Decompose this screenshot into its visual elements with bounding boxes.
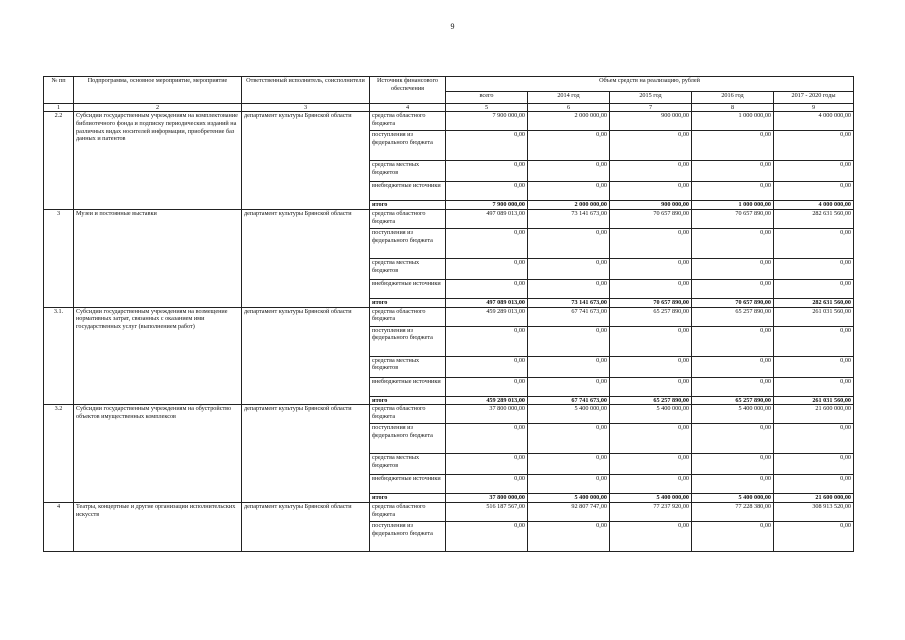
amount-cell: 5 400 000,00 <box>528 494 610 503</box>
program-name: Музеи и постоянные выставки <box>74 209 242 307</box>
amount-cell: 2 000 000,00 <box>528 201 610 210</box>
amount-cell: 0,00 <box>446 326 528 356</box>
amount-cell: 282 631 560,00 <box>774 298 854 307</box>
col-number: 7 <box>610 104 692 112</box>
amount-cell: 0,00 <box>774 377 854 396</box>
amount-cell: 308 913 520,00 <box>774 503 854 522</box>
amount-cell: 0,00 <box>692 356 774 377</box>
header-year-2015: 2015 год <box>610 92 692 104</box>
amount-cell: 70 657 890,00 <box>692 209 774 228</box>
amount-cell: 0,00 <box>610 424 692 454</box>
amount-cell: 1 000 000,00 <box>692 201 774 210</box>
amount-cell: 0,00 <box>610 131 692 161</box>
amount-cell: 0,00 <box>610 228 692 258</box>
funding-source: средства областного бюджета <box>370 307 446 326</box>
amount-cell: 67 741 673,00 <box>528 307 610 326</box>
amount-cell: 0,00 <box>528 258 610 279</box>
header-year-2016: 2016 год <box>692 92 774 104</box>
amount-cell: 0,00 <box>692 131 774 161</box>
executor: департамент культуры Брянской области <box>242 307 370 405</box>
amount-cell: 0,00 <box>446 279 528 298</box>
amount-cell: 0,00 <box>610 377 692 396</box>
amount-cell: 0,00 <box>774 258 854 279</box>
amount-cell: 261 031 560,00 <box>774 396 854 405</box>
funding-source: итого <box>370 494 446 503</box>
funding-source: итого <box>370 298 446 307</box>
amount-cell: 0,00 <box>610 161 692 182</box>
amount-cell: 65 257 890,00 <box>610 396 692 405</box>
amount-cell: 0,00 <box>774 228 854 258</box>
header-year-2017-2020: 2017 - 2020 годы <box>774 92 854 104</box>
executor: департамент культуры Брянской области <box>242 405 370 503</box>
amount-cell: 497 089 013,00 <box>446 209 528 228</box>
col-number: 6 <box>528 104 610 112</box>
amount-cell: 5 400 000,00 <box>528 405 610 424</box>
amount-cell: 0,00 <box>692 228 774 258</box>
amount-cell: 0,00 <box>446 475 528 494</box>
table-row <box>44 503 854 522</box>
funding-source: средства местных бюджетов <box>370 161 446 182</box>
funding-source: внебюджетные источники <box>370 182 446 201</box>
amount-cell: 70 657 890,00 <box>610 209 692 228</box>
amount-cell: 5 400 000,00 <box>692 405 774 424</box>
amount-cell: 0,00 <box>774 326 854 356</box>
header-volume: Объем средств на реализацию, рублей <box>446 77 854 92</box>
amount-cell: 0,00 <box>774 279 854 298</box>
executor: департамент культуры Брянской области <box>242 209 370 307</box>
amount-cell: 0,00 <box>528 475 610 494</box>
header-no: № пп <box>44 77 74 104</box>
header-program: Подпрограмма, основное мероприятие, мероприятие <box>74 77 242 104</box>
amount-cell: 5 400 000,00 <box>610 494 692 503</box>
amount-cell: 0,00 <box>610 279 692 298</box>
amount-cell: 0,00 <box>692 377 774 396</box>
amount-cell: 67 741 673,00 <box>528 396 610 405</box>
program-name: Субсидии государственным учреждениям на комплектование библиотечного фонда и подписку периодических изданий на различных видах носителей информации, приобретение баз данных и патентов <box>74 112 242 210</box>
amount-cell: 0,00 <box>774 161 854 182</box>
amount-cell: 282 631 560,00 <box>774 209 854 228</box>
column-numbers-row <box>44 104 854 112</box>
program-name: Театры, концертные и другие организации исполнительских искусств <box>74 503 242 552</box>
funding-source: средства областного бюджета <box>370 405 446 424</box>
col-number: 9 <box>774 104 854 112</box>
amount-cell: 0,00 <box>528 356 610 377</box>
amount-cell: 0,00 <box>610 356 692 377</box>
funding-source: внебюджетные источники <box>370 475 446 494</box>
amount-cell: 497 089 013,00 <box>446 298 528 307</box>
funding-source: средства областного бюджета <box>370 503 446 522</box>
col-number: 2 <box>74 104 242 112</box>
amount-cell: 73 141 673,00 <box>528 298 610 307</box>
amount-cell: 0,00 <box>528 228 610 258</box>
funding-source: внебюджетные источники <box>370 377 446 396</box>
amount-cell: 0,00 <box>774 424 854 454</box>
amount-cell: 0,00 <box>610 326 692 356</box>
amount-cell: 92 807 747,00 <box>528 503 610 522</box>
item-number: 4 <box>44 503 74 552</box>
amount-cell: 65 257 890,00 <box>610 307 692 326</box>
funding-source: средства местных бюджетов <box>370 454 446 475</box>
amount-cell: 21 600 000,00 <box>774 494 854 503</box>
amount-cell: 0,00 <box>692 454 774 475</box>
amount-cell: 0,00 <box>610 454 692 475</box>
amount-cell: 0,00 <box>610 258 692 279</box>
funding-source: поступления из федерального бюджета <box>370 326 446 356</box>
amount-cell: 4 000 000,00 <box>774 201 854 210</box>
program-name: Субсидии государственным учреждениям на возмещение нормативных затрат, связанных с оказанием ими государственных услуг (выполнением работ) <box>74 307 242 405</box>
col-number: 8 <box>692 104 774 112</box>
amount-cell: 0,00 <box>446 182 528 201</box>
amount-cell: 459 289 013,00 <box>446 396 528 405</box>
amount-cell: 0,00 <box>528 131 610 161</box>
header-source: Источник финансового обеспечения <box>370 77 446 104</box>
funding-source: поступления из федерального бюджета <box>370 522 446 552</box>
amount-cell: 0,00 <box>692 161 774 182</box>
funding-source: средства местных бюджетов <box>370 258 446 279</box>
funding-source: средства областного бюджета <box>370 112 446 131</box>
amount-cell: 5 400 000,00 <box>610 405 692 424</box>
amount-cell: 0,00 <box>774 182 854 201</box>
funding-source: поступления из федерального бюджета <box>370 131 446 161</box>
amount-cell: 0,00 <box>528 377 610 396</box>
col-number: 4 <box>370 104 446 112</box>
amount-cell: 0,00 <box>528 522 610 552</box>
amount-cell: 0,00 <box>692 182 774 201</box>
header-executor: Ответственный исполнитель, соисполнители <box>242 77 370 104</box>
col-number: 1 <box>44 104 74 112</box>
funding-source: итого <box>370 396 446 405</box>
amount-cell: 37 800 000,00 <box>446 494 528 503</box>
funding-source: средства областного бюджета <box>370 209 446 228</box>
amount-cell: 7 900 000,00 <box>446 201 528 210</box>
header-year-total: всего <box>446 92 528 104</box>
amount-cell: 900 000,00 <box>610 201 692 210</box>
table-row <box>44 405 854 424</box>
amount-cell: 77 237 920,00 <box>610 503 692 522</box>
amount-cell: 65 257 890,00 <box>692 396 774 405</box>
amount-cell: 0,00 <box>610 475 692 494</box>
table-row <box>44 112 854 131</box>
amount-cell: 2 000 000,00 <box>528 112 610 131</box>
amount-cell: 261 031 560,00 <box>774 307 854 326</box>
table-row <box>44 209 854 228</box>
amount-cell: 5 400 000,00 <box>692 494 774 503</box>
amount-cell: 0,00 <box>610 522 692 552</box>
amount-cell: 70 657 890,00 <box>692 298 774 307</box>
amount-cell: 0,00 <box>774 522 854 552</box>
amount-cell: 0,00 <box>692 258 774 279</box>
item-number: 2.2 <box>44 112 74 210</box>
amount-cell: 0,00 <box>446 356 528 377</box>
item-number: 3.2 <box>44 405 74 503</box>
amount-cell: 77 228 380,00 <box>692 503 774 522</box>
executor: департамент культуры Брянской области <box>242 112 370 210</box>
amount-cell: 0,00 <box>692 424 774 454</box>
table-row <box>44 307 854 326</box>
table-body <box>44 104 854 552</box>
amount-cell: 900 000,00 <box>610 112 692 131</box>
amount-cell: 37 800 000,00 <box>446 405 528 424</box>
amount-cell: 0,00 <box>446 377 528 396</box>
amount-cell: 0,00 <box>774 356 854 377</box>
amount-cell: 21 600 000,00 <box>774 405 854 424</box>
amount-cell: 0,00 <box>446 424 528 454</box>
funding-source: поступления из федерального бюджета <box>370 424 446 454</box>
amount-cell: 1 000 000,00 <box>692 112 774 131</box>
page-number: 9 <box>450 22 455 31</box>
amount-cell: 0,00 <box>774 475 854 494</box>
amount-cell: 0,00 <box>446 161 528 182</box>
amount-cell: 459 289 013,00 <box>446 307 528 326</box>
funding-source: поступления из федерального бюджета <box>370 228 446 258</box>
funding-source: средства местных бюджетов <box>370 356 446 377</box>
amount-cell: 4 000 000,00 <box>774 112 854 131</box>
amount-cell: 0,00 <box>774 131 854 161</box>
amount-cell: 0,00 <box>528 326 610 356</box>
amount-cell: 0,00 <box>528 279 610 298</box>
amount-cell: 0,00 <box>692 475 774 494</box>
amount-cell: 0,00 <box>528 182 610 201</box>
executor: департамент культуры Брянской области <box>242 503 370 552</box>
budget-table <box>43 76 854 552</box>
amount-cell: 0,00 <box>528 454 610 475</box>
funding-source: внебюджетные источники <box>370 279 446 298</box>
amount-cell: 0,00 <box>446 228 528 258</box>
amount-cell: 0,00 <box>446 454 528 475</box>
program-name: Субсидии государственным учреждениям на обустройство объектов имущественных комплексов <box>74 405 242 503</box>
funding-source: итого <box>370 201 446 210</box>
amount-cell: 516 187 567,00 <box>446 503 528 522</box>
amount-cell: 0,00 <box>774 454 854 475</box>
header-year-2014: 2014 год <box>528 92 610 104</box>
amount-cell: 0,00 <box>692 522 774 552</box>
amount-cell: 0,00 <box>528 161 610 182</box>
col-number: 5 <box>446 104 528 112</box>
amount-cell: 7 900 000,00 <box>446 112 528 131</box>
amount-cell: 0,00 <box>528 424 610 454</box>
amount-cell: 70 657 890,00 <box>610 298 692 307</box>
amount-cell: 0,00 <box>446 131 528 161</box>
amount-cell: 0,00 <box>692 326 774 356</box>
amount-cell: 0,00 <box>446 522 528 552</box>
item-number: 3 <box>44 209 74 307</box>
amount-cell: 65 257 890,00 <box>692 307 774 326</box>
amount-cell: 0,00 <box>692 279 774 298</box>
amount-cell: 73 141 673,00 <box>528 209 610 228</box>
col-number: 3 <box>242 104 370 112</box>
amount-cell: 0,00 <box>610 182 692 201</box>
item-number: 3.1. <box>44 307 74 405</box>
amount-cell: 0,00 <box>446 258 528 279</box>
